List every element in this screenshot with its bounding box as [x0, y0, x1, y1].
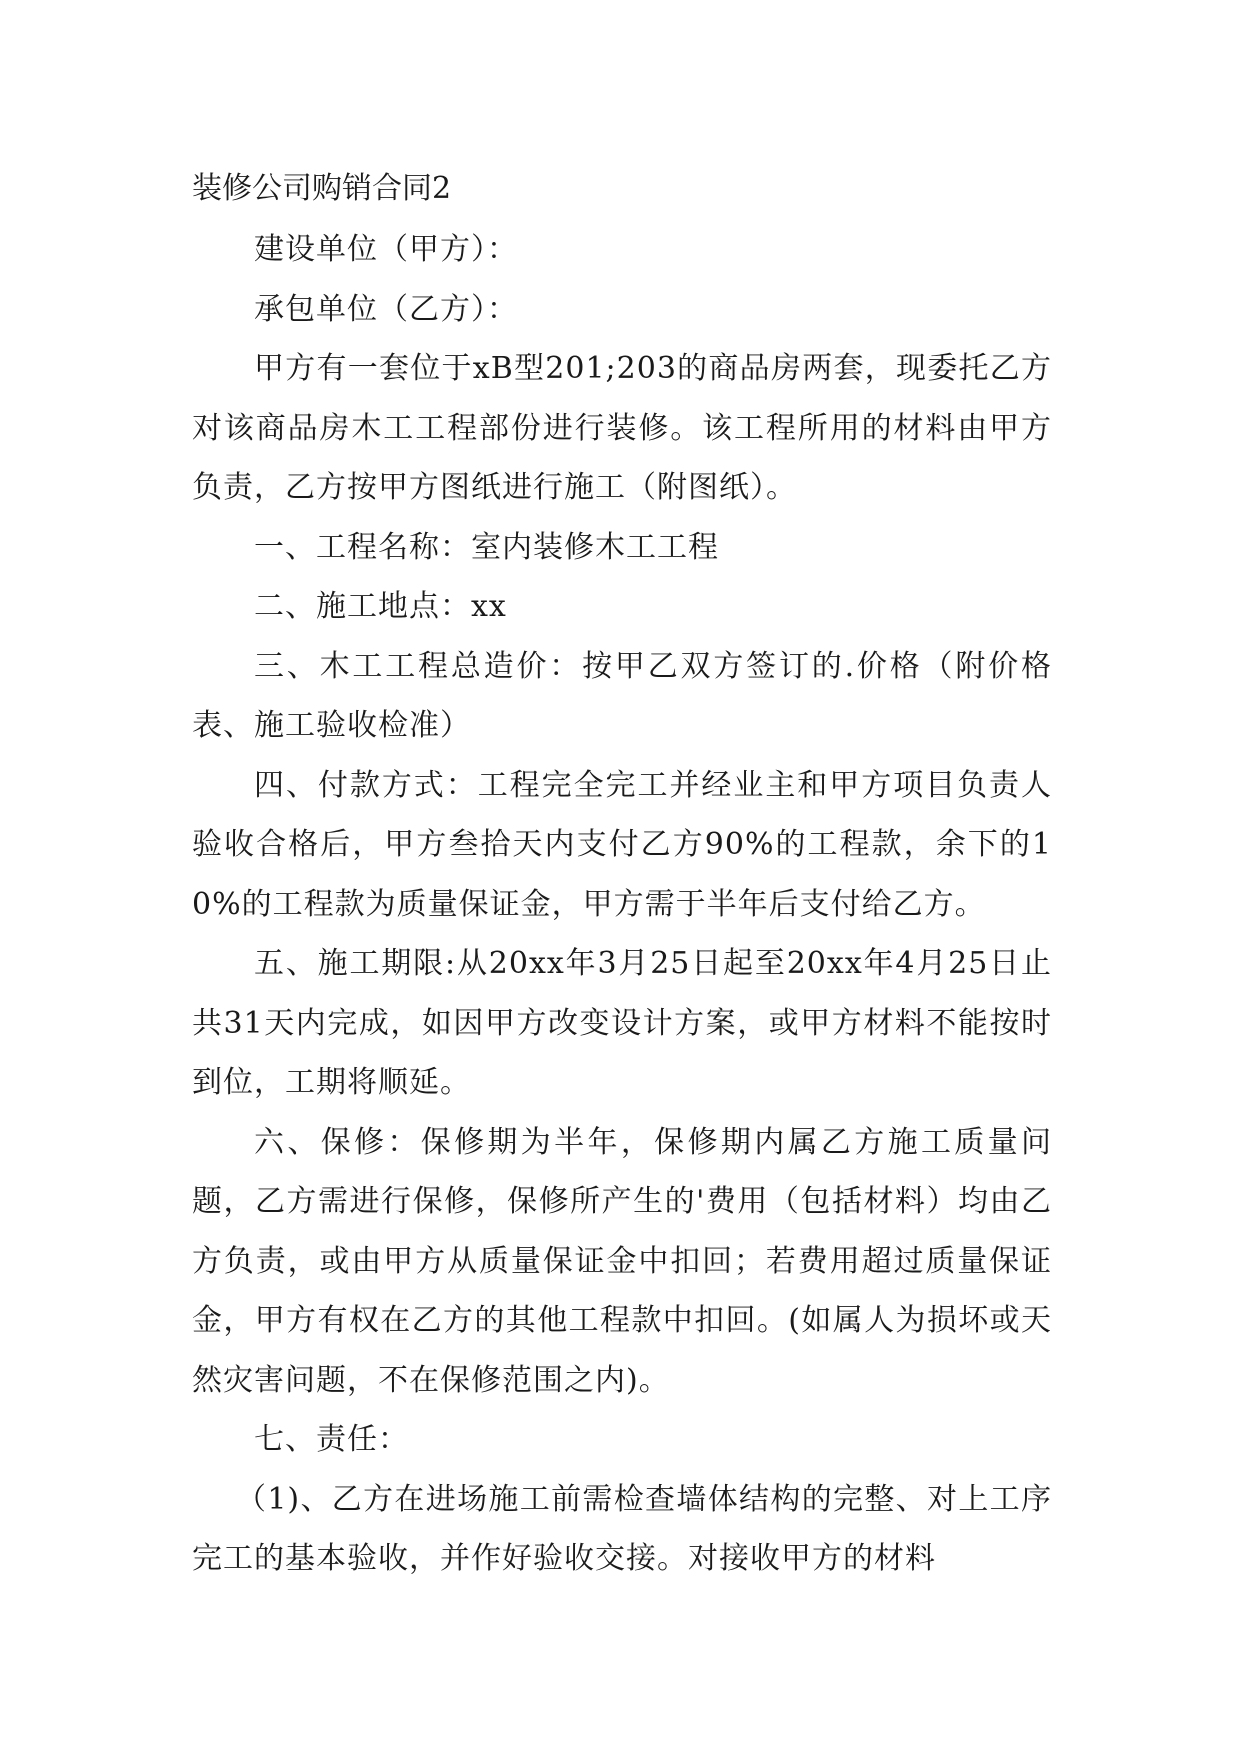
clause-payment: 四、付款方式：工程完全完工并经业主和甲方项目负责人验收合格后，甲方叁拾天内支付乙方90%的工程款，余下的10%的工程款为质量保证金，甲方需于半年后支付给乙方。: [192, 767, 1052, 922]
clause-schedule: 五、施工期限:从20xx年3月25日起至20xx年4月25日止共31天内完成，如因甲方改变设计方案，或甲方材料不能按时到位，工期将顺延。: [192, 946, 1052, 1100]
party-b-line: 承包单位（乙方）：: [254, 291, 518, 327]
document-title: 装修公司购销合同2: [192, 171, 452, 206]
clause-project-name: 一、工程名称：室内装修木工工程: [254, 529, 719, 565]
responsibility-item-1: （1)、乙方在进场施工前需检查墙体结构的完整、对上工序完工的基本验收，并作好验收交接。对接收甲方的材料: [192, 1481, 1052, 1576]
clause-total-price: 三、木工工程总造价：按甲乙双方签订的.价格（附价格表、施工验收检准）: [192, 648, 1052, 743]
intro-paragraph: 甲方有一套位于xB型201;203的商品房两套，现委托乙方对该商品房木工工程部份进行装修。该工程所用的材料由甲方负责，乙方按甲方图纸进行施工（附图纸）。: [192, 351, 1052, 505]
document-page: [192, 158, 1052, 1589]
clause-responsibility: 七、责任：: [254, 1422, 409, 1457]
clause-warranty: 六、保修：保修期为半年，保修期内属乙方施工质量问题，乙方需进行保修，保修所产生的'费用（包括材料）均由乙方负责，或由甲方从质量保证金中扣回；若费用超过质量保证金，甲方有权在乙方的其他工程款中扣回。(如属人为损坏或天然灾害问题，不在保修范围之内)。: [192, 1124, 1052, 1398]
party-a-line: 建设单位（甲方）：: [254, 232, 518, 267]
clause-location: 二、施工地点：xx: [254, 589, 507, 624]
